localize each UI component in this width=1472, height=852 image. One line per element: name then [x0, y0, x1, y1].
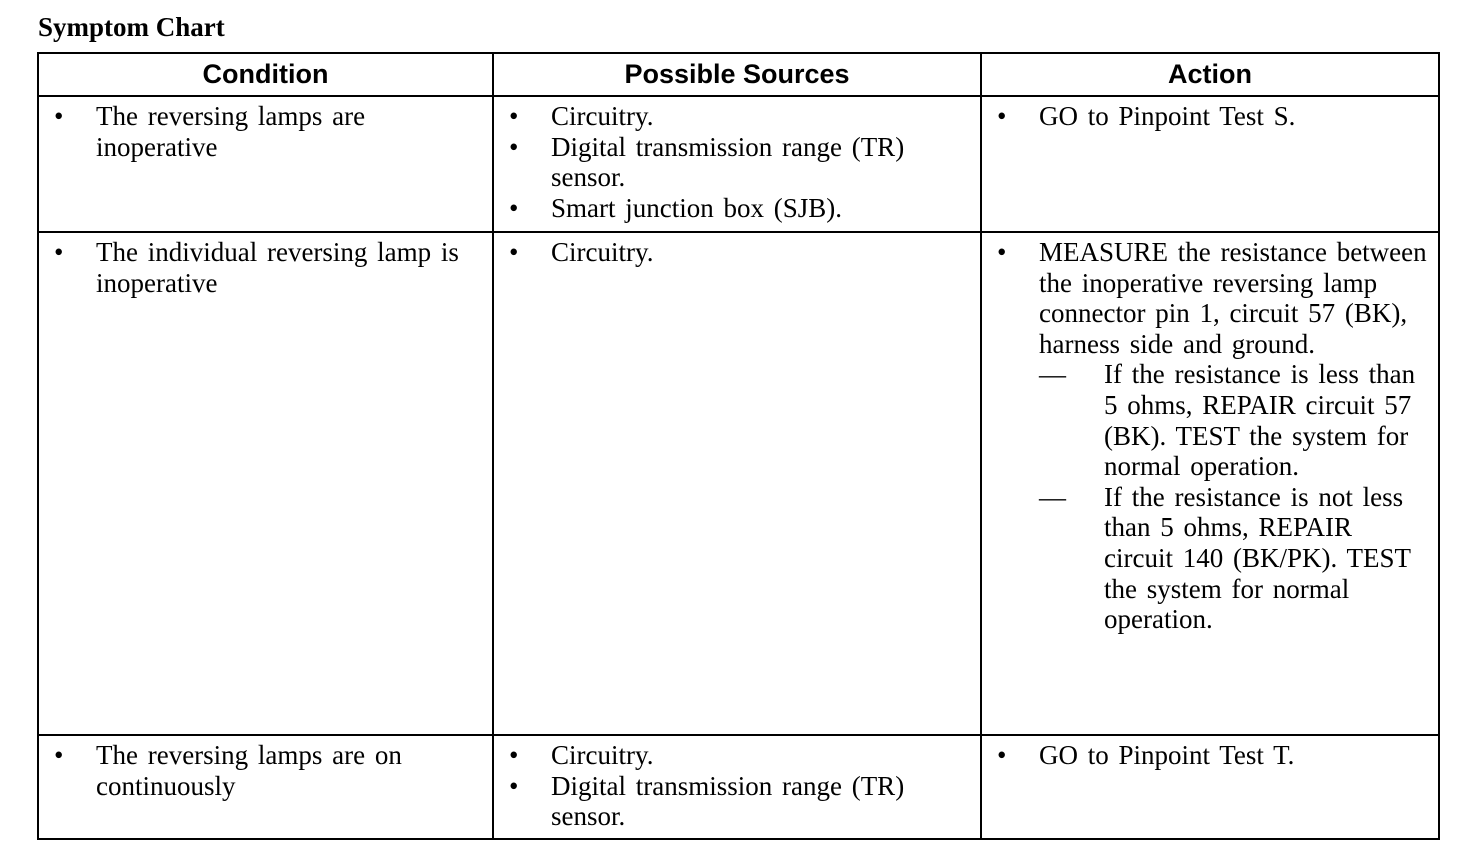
- column-header-action: Action: [981, 53, 1439, 96]
- condition-cell: [38, 96, 493, 232]
- action-item: • GO to Pinpoint Test T.: [992, 740, 1430, 771]
- sources-cell: [493, 735, 981, 839]
- source-item: • Circuitry.: [504, 237, 972, 268]
- table-header-row: [38, 53, 1439, 96]
- source-item: • Circuitry.: [504, 101, 972, 132]
- sub-action-item: — If the resistance is less than 5 ohms, REPAIR circuit 57 (BK). TEST the system for normal operation.: [1039, 359, 1430, 481]
- condition-cell: [38, 232, 493, 735]
- column-header-condition: Condition: [38, 53, 493, 96]
- table-row: [38, 96, 1439, 232]
- source-item: • Circuitry.: [504, 740, 972, 771]
- action-item: • GO to Pinpoint Test S.: [992, 101, 1430, 132]
- condition-item: • The reversing lamps are on continuously: [49, 740, 484, 801]
- table-row: [38, 735, 1439, 839]
- action-cell: [981, 232, 1439, 735]
- condition-item: • The reversing lamps are inoperative: [49, 101, 484, 162]
- action-item: [992, 237, 1430, 635]
- table-row: [38, 232, 1439, 735]
- source-item: • Digital transmission range (TR) sensor.: [504, 771, 972, 832]
- source-item: • Digital transmission range (TR) sensor.: [504, 132, 972, 193]
- sources-cell: [493, 96, 981, 232]
- action-cell: [981, 96, 1439, 232]
- condition-cell: [38, 735, 493, 839]
- action-cell: [981, 735, 1439, 839]
- condition-item: • The individual reversing lamp is inoperative: [49, 237, 484, 298]
- action-text: MEASURE the resistance between the inoperative reversing lamp connector pin 1, circuit 57 (BK), harness side and ground.: [1039, 237, 1427, 359]
- source-item: • Smart junction box (SJB).: [504, 193, 972, 224]
- sub-action-item: — If the resistance is not less than 5 ohms, REPAIR circuit 140 (BK/PK). TEST the system for normal operation.: [1039, 482, 1430, 635]
- column-header-possible-sources: Possible Sources: [493, 53, 981, 96]
- page-title: Symptom Chart: [38, 12, 225, 42]
- symptom-chart-table: [37, 52, 1440, 840]
- sources-cell: [493, 232, 981, 735]
